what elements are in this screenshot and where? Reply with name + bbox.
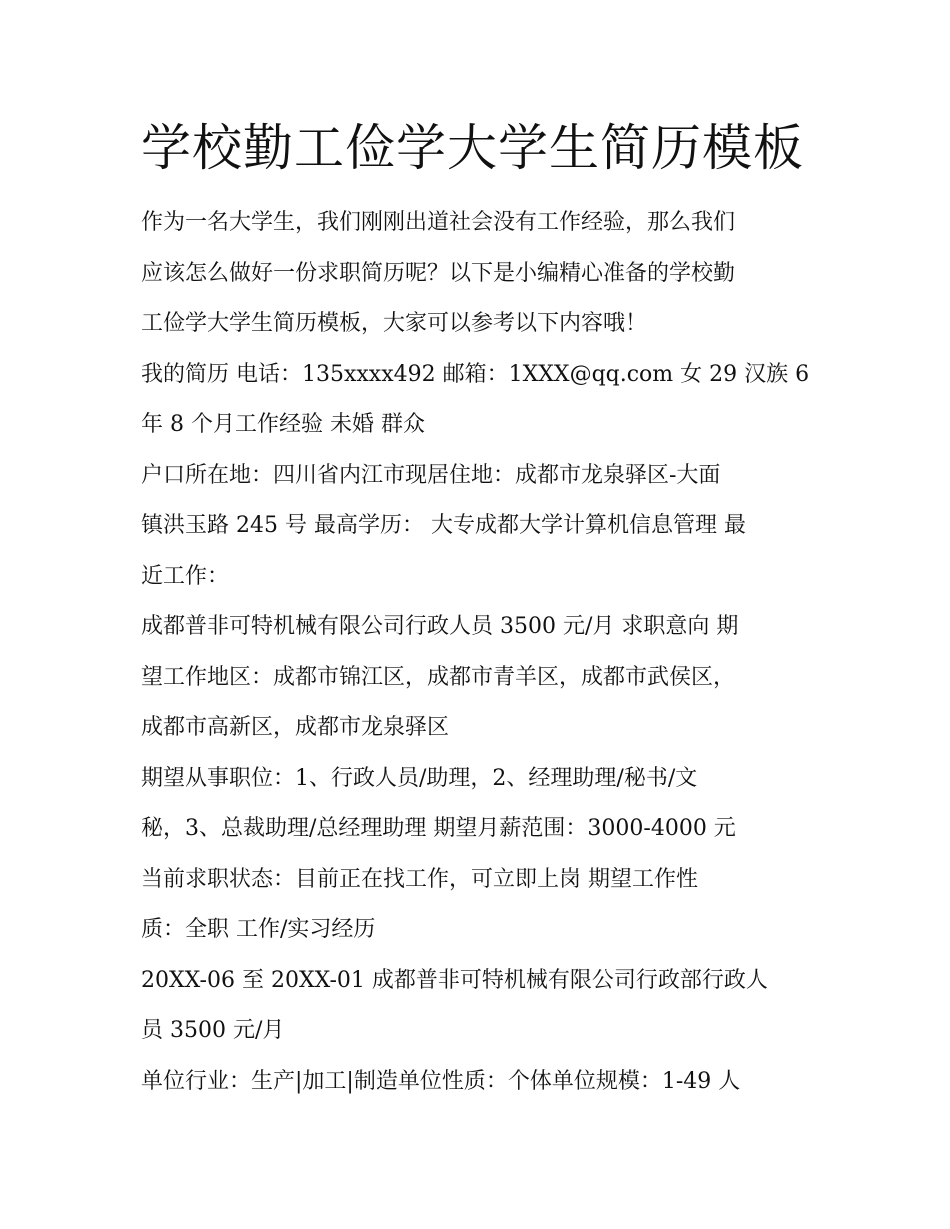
document-title: 学校勤工俭学大学生简历模板 — [141, 119, 804, 177]
body-line: 镇洪玉路 245 号 最高学历： 大专成都大学计算机信息管理 最 — [141, 513, 746, 538]
body-line: 员 3500 元/月 — [141, 1018, 285, 1043]
body-line: 成都市高新区，成都市龙泉驿区 — [141, 715, 450, 740]
body-line: 我的简历 电话：135xxxx492 邮箱：1XXX@qq.com 女 29 汉族 6 — [141, 361, 810, 387]
body-line: 工俭学大学生简历模板，大家可以参考以下内容哦！ — [141, 311, 648, 336]
body-line: 近工作： — [141, 563, 230, 589]
document-content — [141, 112, 811, 1107]
body-line: 20XX-06 至 20XX-01 成都普非可特机械有限公司行政部行政人 — [141, 967, 768, 993]
body-line: 成都普非可特机械有限公司行政人员 3500 元/月 求职意向 期 — [141, 614, 739, 639]
body-line: 质：全职 工作/实习经历 — [141, 917, 376, 942]
body-line: 应该怎么做好一份求职简历呢？以下是小编精心准备的学校勤 — [141, 260, 736, 286]
document-body — [141, 198, 811, 1107]
body-line: 单位行业：生产|加工|制造单位性质：个体单位规模：1-49 人 — [141, 1068, 741, 1094]
body-line: 作为一名大学生，我们刚刚出道社会没有工作经验，那么我们 — [141, 210, 736, 235]
body-line: 年 8 个月工作经验 未婚 群众 — [141, 412, 425, 437]
body-line: 秘，3、总裁助理/总经理助理 期望月薪范围：3000-4000 元 — [141, 816, 736, 841]
body-line: 当前求职状态：目前正在找工作，可立即上岗 期望工作性 — [141, 866, 698, 892]
body-line: 期望从事职位：1、行政人员/助理，2、经理助理/秘书/文 — [141, 765, 698, 791]
body-line: 望工作地区：成都市锦江区，成都市青羊区，成都市武侯区， — [141, 664, 736, 690]
body-line: 户口所在地：四川省内江市现居住地：成都市龙泉驿区-大面 — [141, 462, 721, 488]
